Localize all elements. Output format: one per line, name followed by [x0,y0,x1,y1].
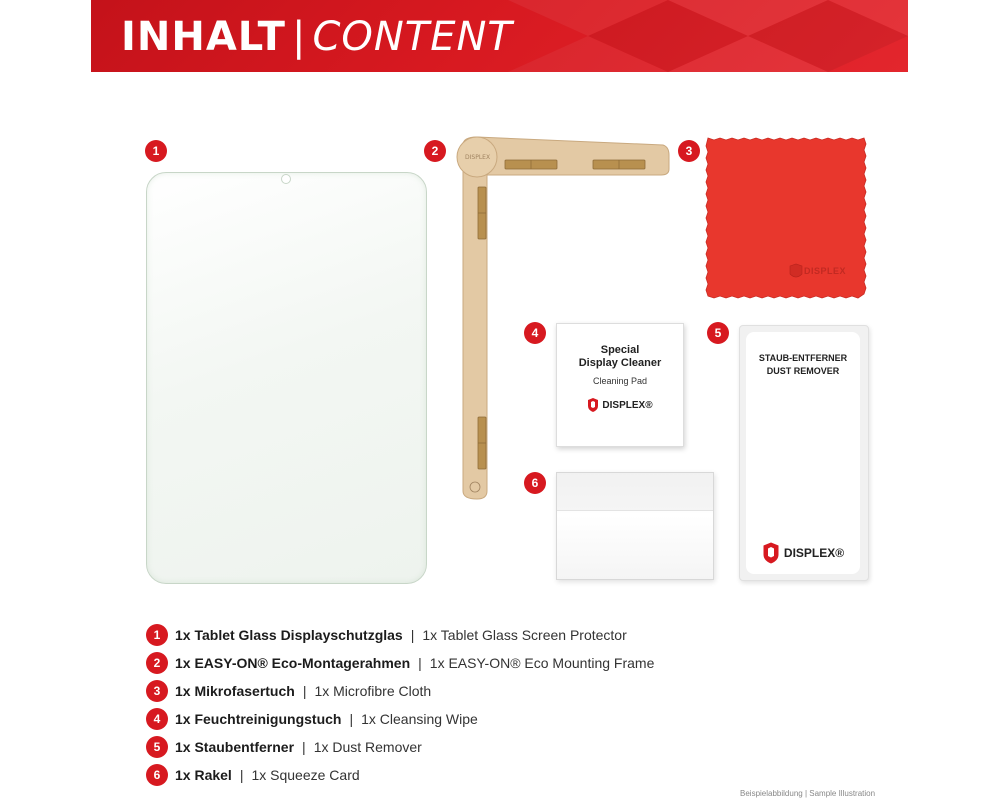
remover-brand-text: DISPLEX® [783,546,845,560]
list-item-label-en: 1x Tablet Glass Screen Protector [422,627,627,643]
title-english: CONTENT [312,14,513,60]
list-item-separator: | [302,739,306,755]
list-item-number: 1 [146,624,168,646]
list-item-label-en: 1x EASY-ON® Eco Mounting Frame [429,655,655,671]
list-item [146,624,627,646]
displex-shield-icon [587,398,599,412]
list-item [146,652,654,674]
list-item-label-de: 1x Rakel [175,767,232,783]
wipe-brand-text: DISPLEX® [602,399,653,411]
list-item [146,764,360,786]
list-item [146,736,422,758]
wipe-brand [557,398,683,412]
microfibre-cloth-image [700,132,872,304]
list-item-separator: | [418,655,422,671]
list-item-separator: | [239,767,244,783]
item-badge-1: 1 [145,140,167,162]
list-item-label-en: 1x Cleansing Wipe [361,711,478,727]
list-item-label-en: 1x Microfibre Cloth [314,683,432,699]
tablet-glass-image [146,172,427,584]
dust-remover-label [746,332,860,574]
squeeze-card-felt-edge [557,473,713,511]
list-item-number: 4 [146,708,168,730]
list-item-number: 5 [146,736,168,758]
item-badge-6: 6 [524,472,546,494]
wipe-title-line2: Display Cleaner [578,357,662,369]
title-separator: | [291,14,307,60]
cleansing-wipe-image [556,323,684,447]
list-item-label-en: 1x Dust Remover [313,739,422,755]
item-badge-3: 3 [678,140,700,162]
list-item-label-de: 1x Tablet Glass Displayschutzglas [175,627,403,643]
remover-brand [746,542,860,564]
list-item-number: 3 [146,680,168,702]
list-item-label-de: 1x Mikrofasertuch [175,683,295,699]
displex-shield-icon [762,542,780,564]
svg-text:DISPLEX: DISPLEX [465,154,491,161]
header-banner [91,0,908,72]
list-item-separator: | [410,627,415,643]
dust-remover-image [739,325,869,581]
wipe-title-line1: Special [600,344,640,356]
remover-title-line2: DUST REMOVER [766,366,840,376]
cloth-brand: DISPLEX [804,266,847,276]
item-badge-2: 2 [424,140,446,162]
list-item-number: 2 [146,652,168,674]
list-item-separator: | [349,711,354,727]
list-item [146,680,431,702]
list-item [146,708,478,730]
list-item-number: 6 [146,764,168,786]
list-item-label-en: 1x Squeeze Card [251,767,360,783]
sample-illustration-note: Beispielabbildung | Sample Illustration [740,789,876,798]
list-item-label-de: 1x Feuchtreinigungstuch [175,711,342,727]
item-badge-5: 5 [707,322,729,344]
remover-title-line1: STAUB-ENTFERNER [758,353,848,363]
page-title [121,12,513,62]
list-item-separator: | [302,683,307,699]
list-item-label-de: 1x Staubentferner [175,739,295,755]
item-badge-4: 4 [524,322,546,344]
squeeze-card-image [556,472,714,580]
camera-cutout [281,174,291,184]
wipe-subtitle: Cleaning Pad [592,376,648,386]
title-german: INHALT [121,14,286,60]
list-item-label-de: 1x EASY-ON® Eco-Montagerahmen [175,655,411,671]
